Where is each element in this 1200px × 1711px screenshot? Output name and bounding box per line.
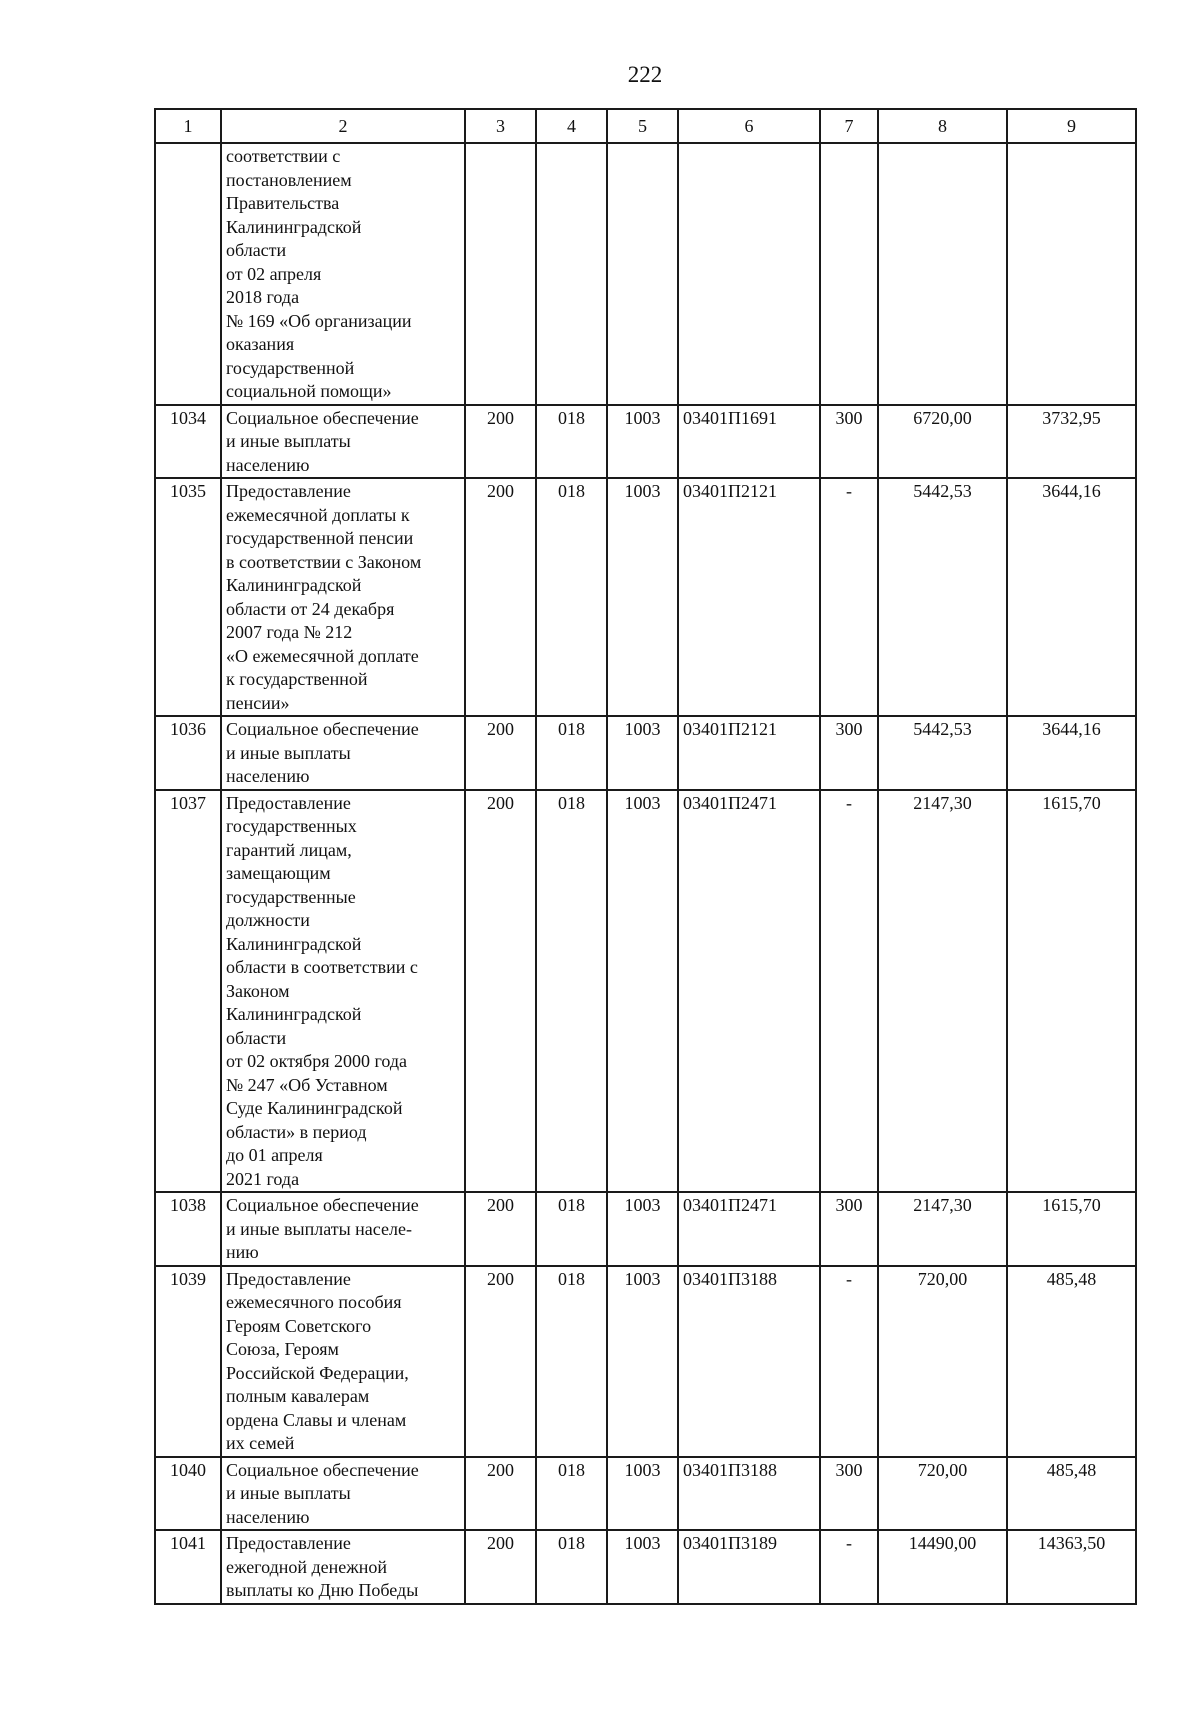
table-row bbox=[155, 143, 1136, 405]
code-6-cell: 03401П2471 bbox=[678, 1192, 820, 1266]
description-line: в соответствии с Законом bbox=[226, 551, 422, 572]
description-cell bbox=[221, 716, 465, 790]
amount-9-cell: 3644,16 bbox=[1007, 716, 1136, 790]
description-line: Предоставление bbox=[226, 481, 351, 501]
description-cell bbox=[221, 478, 465, 716]
description-line: населению bbox=[226, 454, 310, 475]
code-7-cell: 300 bbox=[820, 1457, 878, 1531]
description-line: и иные выплаты населе- bbox=[226, 1218, 412, 1239]
code-7-cell: - bbox=[820, 1266, 878, 1457]
description-line: Российской Федерации, bbox=[226, 1362, 409, 1383]
description-line: Правительства bbox=[226, 193, 340, 213]
code-4-cell: 018 bbox=[536, 716, 607, 790]
description-line: соответствии с bbox=[226, 146, 341, 166]
description-line: Социальное обеспечение bbox=[226, 1195, 419, 1215]
description-cell bbox=[221, 405, 465, 479]
description-line: замещающим bbox=[226, 863, 331, 883]
description-line: ежемесячного пособия bbox=[226, 1292, 402, 1312]
row-number-cell: 1040 bbox=[155, 1457, 221, 1531]
column-header: 7 bbox=[820, 109, 878, 143]
description-line: области» в период bbox=[226, 1121, 367, 1142]
description-line: социальной помощи» bbox=[226, 381, 392, 401]
description-line: области от 24 декабря bbox=[226, 598, 395, 619]
description-line: Предоставление bbox=[226, 792, 351, 813]
code-4-cell: 018 bbox=[536, 1266, 607, 1457]
amount-9-cell bbox=[1007, 143, 1136, 405]
description-line: области в соответствии с bbox=[226, 957, 418, 977]
code-3-cell: 200 bbox=[465, 1457, 536, 1531]
page-number: 222 bbox=[627, 62, 663, 87]
description-line: Суде Калининградской bbox=[226, 1098, 403, 1118]
code-5-cell: 1003 bbox=[607, 790, 678, 1193]
amount-9-cell: 3644,16 bbox=[1007, 478, 1136, 716]
description-line: Предоставление bbox=[226, 1268, 351, 1289]
row-number-cell: 1035 bbox=[155, 478, 221, 716]
amount-9-cell: 1615,70 bbox=[1007, 1192, 1136, 1266]
code-5-cell: 1003 bbox=[607, 1266, 678, 1457]
amount-9-cell: 14363,50 bbox=[1007, 1530, 1136, 1604]
code-6-cell: 03401П2121 bbox=[678, 716, 820, 790]
column-header: 1 bbox=[155, 109, 221, 143]
code-4-cell: 018 bbox=[536, 478, 607, 716]
code-6-cell: 03401П3188 bbox=[678, 1266, 820, 1457]
description-line: Социальное обеспечение bbox=[226, 1459, 419, 1480]
row-number-cell: 1037 bbox=[155, 790, 221, 1193]
code-3-cell: 200 bbox=[465, 716, 536, 790]
description-line: до 01 апреля bbox=[226, 1145, 323, 1165]
code-4-cell: 018 bbox=[536, 405, 607, 479]
code-5-cell: 1003 bbox=[607, 1530, 678, 1604]
code-7-cell: - bbox=[820, 1530, 878, 1604]
description-line: Калининградской bbox=[226, 933, 362, 954]
amount-9-cell: 1615,70 bbox=[1007, 790, 1136, 1193]
table-row bbox=[155, 478, 1136, 716]
code-5-cell: 1003 bbox=[607, 478, 678, 716]
amount-8-cell bbox=[878, 143, 1007, 405]
description-line: области bbox=[226, 1027, 287, 1048]
row-number-cell: 1034 bbox=[155, 405, 221, 479]
amount-8-cell: 6720,00 bbox=[878, 405, 1007, 479]
description-line: полным кавалерам bbox=[226, 1386, 370, 1406]
description-line: № 247 «Об Уставном bbox=[226, 1074, 388, 1095]
description-line: выплаты ко Дню Победы bbox=[226, 1580, 419, 1600]
amount-9-cell: 485,48 bbox=[1007, 1266, 1136, 1457]
description-line: государственной bbox=[226, 357, 355, 378]
code-3-cell: 200 bbox=[465, 1530, 536, 1604]
column-header: 4 bbox=[536, 109, 607, 143]
description-line: от 02 апреля bbox=[226, 263, 322, 284]
amount-8-cell: 14490,00 bbox=[878, 1530, 1007, 1604]
code-5-cell: 1003 bbox=[607, 405, 678, 479]
code-5-cell: 1003 bbox=[607, 1457, 678, 1531]
code-7-cell: 300 bbox=[820, 1192, 878, 1266]
description-line: Социальное обеспечение bbox=[226, 407, 419, 428]
description-cell bbox=[221, 1457, 465, 1531]
code-3-cell: 200 bbox=[465, 1192, 536, 1266]
budget-table bbox=[154, 108, 1137, 1605]
description-line: 2021 года bbox=[226, 1168, 300, 1189]
table-body bbox=[155, 143, 1136, 1604]
amount-8-cell: 2147,30 bbox=[878, 1192, 1007, 1266]
amount-8-cell: 2147,30 bbox=[878, 790, 1007, 1193]
table-row bbox=[155, 790, 1136, 1193]
column-header: 2 bbox=[221, 109, 465, 143]
description-line: нию bbox=[226, 1242, 259, 1262]
amount-9-cell: 3732,95 bbox=[1007, 405, 1136, 479]
row-number-cell bbox=[155, 143, 221, 405]
row-number-cell: 1036 bbox=[155, 716, 221, 790]
description-line: государственные bbox=[226, 886, 356, 907]
column-header: 6 bbox=[678, 109, 820, 143]
amount-8-cell: 5442,53 bbox=[878, 478, 1007, 716]
code-3-cell: 200 bbox=[465, 1266, 536, 1457]
amount-8-cell: 5442,53 bbox=[878, 716, 1007, 790]
code-6-cell: 03401П2471 bbox=[678, 790, 820, 1193]
description-line: их семей bbox=[226, 1433, 295, 1453]
description-line: Социальное обеспечение bbox=[226, 719, 419, 739]
description-cell bbox=[221, 143, 465, 405]
description-line: № 169 «Об организации bbox=[226, 310, 412, 331]
table-row bbox=[155, 1192, 1136, 1266]
description-line: 2018 года bbox=[226, 287, 300, 307]
description-line: Калининградской bbox=[226, 1004, 362, 1024]
description-line: должности bbox=[226, 910, 310, 930]
code-5-cell: 1003 bbox=[607, 1192, 678, 1266]
column-header: 5 bbox=[607, 109, 678, 143]
table-row bbox=[155, 716, 1136, 790]
amount-8-cell: 720,00 bbox=[878, 1457, 1007, 1531]
description-line: Законом bbox=[226, 980, 290, 1001]
code-4-cell: 018 bbox=[536, 1457, 607, 1531]
description-line: постановлением bbox=[226, 169, 352, 190]
description-line: оказания bbox=[226, 334, 295, 354]
column-header: 3 bbox=[465, 109, 536, 143]
column-header: 8 bbox=[878, 109, 1007, 143]
code-5-cell: 1003 bbox=[607, 716, 678, 790]
code-6-cell: 03401П2121 bbox=[678, 478, 820, 716]
table-row bbox=[155, 1266, 1136, 1457]
amount-8-cell: 720,00 bbox=[878, 1266, 1007, 1457]
table-row bbox=[155, 1457, 1136, 1531]
description-line: Союза, Героям bbox=[226, 1339, 339, 1359]
description-line: населению bbox=[226, 1506, 310, 1527]
code-7-cell: - bbox=[820, 790, 878, 1193]
description-line: области bbox=[226, 240, 287, 260]
amount-9-cell: 485,48 bbox=[1007, 1457, 1136, 1531]
description-line: от 02 октября 2000 года bbox=[226, 1051, 408, 1071]
description-line: и иные выплаты bbox=[226, 1483, 351, 1503]
code-7-cell: - bbox=[820, 478, 878, 716]
description-line: ордена Славы и членам bbox=[226, 1409, 407, 1430]
description-line: государственной пенсии bbox=[226, 528, 414, 548]
code-7-cell: 300 bbox=[820, 716, 878, 790]
description-line: населению bbox=[226, 766, 310, 786]
code-6-cell bbox=[678, 143, 820, 405]
description-line: Калининградской bbox=[226, 575, 362, 595]
description-cell bbox=[221, 1192, 465, 1266]
code-4-cell bbox=[536, 143, 607, 405]
description-line: Героям Советского bbox=[226, 1315, 372, 1336]
description-line: Калининградской bbox=[226, 216, 362, 237]
table-row bbox=[155, 1530, 1136, 1604]
row-number-cell: 1038 bbox=[155, 1192, 221, 1266]
code-6-cell: 03401П3189 bbox=[678, 1530, 820, 1604]
table-row bbox=[155, 405, 1136, 479]
description-line: и иные выплаты bbox=[226, 431, 351, 451]
description-line: ежемесячной доплаты к bbox=[226, 504, 410, 525]
code-4-cell: 018 bbox=[536, 790, 607, 1193]
table-header-row bbox=[155, 109, 1136, 143]
code-3-cell: 200 bbox=[465, 405, 536, 479]
code-5-cell bbox=[607, 143, 678, 405]
description-line: к государственной bbox=[226, 669, 368, 689]
code-3-cell: 200 bbox=[465, 478, 536, 716]
description-line: и иные выплаты bbox=[226, 742, 351, 763]
code-3-cell: 200 bbox=[465, 790, 536, 1193]
description-cell bbox=[221, 1266, 465, 1457]
description-cell bbox=[221, 1530, 465, 1604]
description-line: государственных bbox=[226, 816, 357, 836]
code-7-cell bbox=[820, 143, 878, 405]
row-number-cell: 1039 bbox=[155, 1266, 221, 1457]
description-line: 2007 года № 212 bbox=[226, 622, 353, 642]
description-cell bbox=[221, 790, 465, 1193]
code-4-cell: 018 bbox=[536, 1530, 607, 1604]
description-line: «О ежемесячной доплате bbox=[226, 645, 419, 666]
description-line: пенсии» bbox=[226, 692, 290, 713]
code-4-cell: 018 bbox=[536, 1192, 607, 1266]
code-6-cell: 03401П3188 bbox=[678, 1457, 820, 1531]
row-number-cell: 1041 bbox=[155, 1530, 221, 1604]
description-line: гарантий лицам, bbox=[226, 839, 352, 860]
description-line: Предоставление bbox=[226, 1533, 351, 1553]
code-7-cell: 300 bbox=[820, 405, 878, 479]
column-header: 9 bbox=[1007, 109, 1136, 143]
code-6-cell: 03401П1691 bbox=[678, 405, 820, 479]
code-3-cell bbox=[465, 143, 536, 405]
description-line: ежегодной денежной bbox=[226, 1556, 387, 1577]
